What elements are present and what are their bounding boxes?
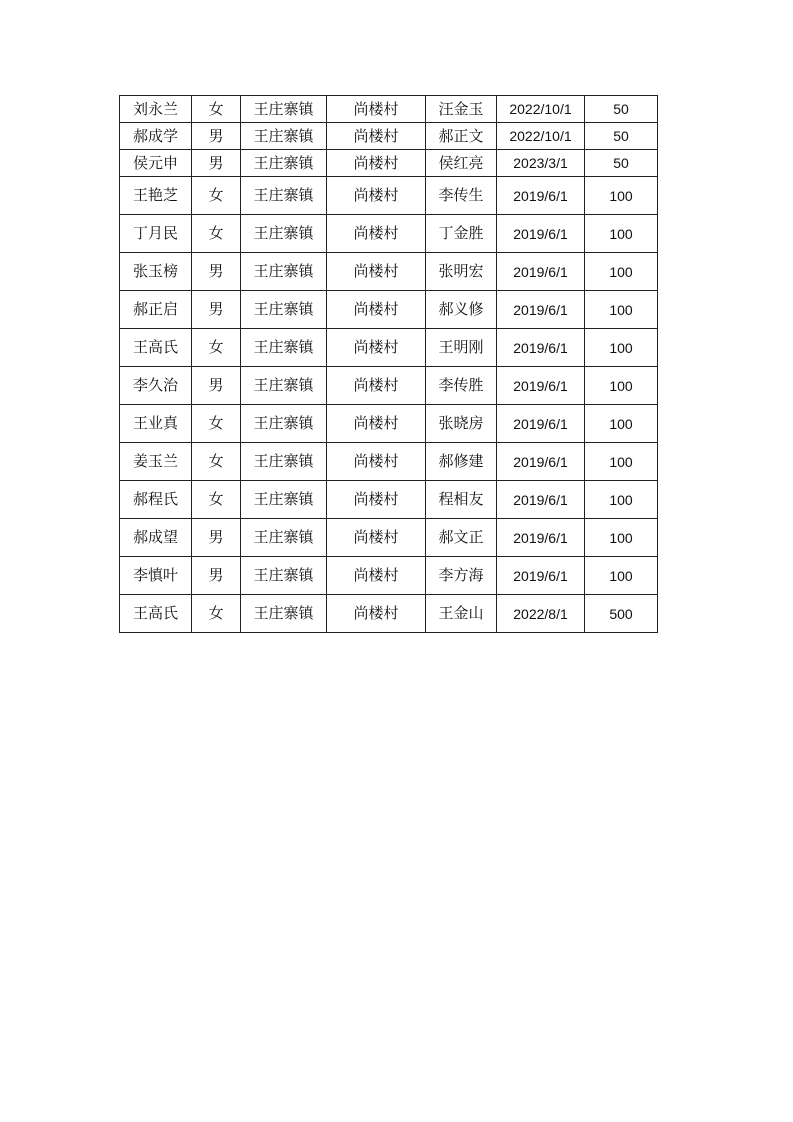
date-cell: 2019/6/1 xyxy=(497,367,585,405)
village-cell: 尚楼村 xyxy=(327,443,426,481)
date-cell: 2019/6/1 xyxy=(497,329,585,367)
name-cell: 王高氏 xyxy=(120,329,192,367)
payee-cell: 郝文正 xyxy=(426,519,497,557)
town-cell: 王庄寨镇 xyxy=(241,329,327,367)
gender-cell: 女 xyxy=(192,96,241,123)
date-cell: 2022/10/1 xyxy=(497,96,585,123)
amount-cell: 50 xyxy=(585,123,658,150)
name-cell: 张玉榜 xyxy=(120,253,192,291)
village-cell: 尚楼村 xyxy=(327,96,426,123)
payee-cell: 李方海 xyxy=(426,557,497,595)
gender-cell: 女 xyxy=(192,329,241,367)
payee-cell: 张晓房 xyxy=(426,405,497,443)
date-cell: 2022/10/1 xyxy=(497,123,585,150)
payee-cell: 李传胜 xyxy=(426,367,497,405)
date-cell: 2019/6/1 xyxy=(497,557,585,595)
amount-cell: 50 xyxy=(585,150,658,177)
payee-cell: 侯红亮 xyxy=(426,150,497,177)
town-cell: 王庄寨镇 xyxy=(241,367,327,405)
amount-cell: 50 xyxy=(585,96,658,123)
payee-cell: 丁金胜 xyxy=(426,215,497,253)
payee-cell: 郝正文 xyxy=(426,123,497,150)
table-row xyxy=(120,481,658,519)
gender-cell: 男 xyxy=(192,291,241,329)
town-cell: 王庄寨镇 xyxy=(241,443,327,481)
amount-cell: 100 xyxy=(585,405,658,443)
gender-cell: 女 xyxy=(192,595,241,633)
town-cell: 王庄寨镇 xyxy=(241,253,327,291)
name-cell: 李久治 xyxy=(120,367,192,405)
payee-cell: 李传生 xyxy=(426,177,497,215)
date-cell: 2022/8/1 xyxy=(497,595,585,633)
village-cell: 尚楼村 xyxy=(327,123,426,150)
gender-cell: 男 xyxy=(192,557,241,595)
village-cell: 尚楼村 xyxy=(327,150,426,177)
village-cell: 尚楼村 xyxy=(327,367,426,405)
name-cell: 王业真 xyxy=(120,405,192,443)
gender-cell: 女 xyxy=(192,405,241,443)
payee-cell: 程相友 xyxy=(426,481,497,519)
village-cell: 尚楼村 xyxy=(327,177,426,215)
name-cell: 郝成望 xyxy=(120,519,192,557)
date-cell: 2019/6/1 xyxy=(497,443,585,481)
table-row xyxy=(120,215,658,253)
amount-cell: 100 xyxy=(585,291,658,329)
gender-cell: 女 xyxy=(192,443,241,481)
village-cell: 尚楼村 xyxy=(327,215,426,253)
amount-cell: 100 xyxy=(585,329,658,367)
amount-cell: 100 xyxy=(585,367,658,405)
gender-cell: 男 xyxy=(192,519,241,557)
name-cell: 李慎叶 xyxy=(120,557,192,595)
payee-cell: 郝义修 xyxy=(426,291,497,329)
amount-cell: 100 xyxy=(585,177,658,215)
amount-cell: 500 xyxy=(585,595,658,633)
gender-cell: 女 xyxy=(192,215,241,253)
village-cell: 尚楼村 xyxy=(327,519,426,557)
gender-cell: 男 xyxy=(192,123,241,150)
table-row xyxy=(120,253,658,291)
name-cell: 郝正启 xyxy=(120,291,192,329)
town-cell: 王庄寨镇 xyxy=(241,177,327,215)
date-cell: 2019/6/1 xyxy=(497,405,585,443)
town-cell: 王庄寨镇 xyxy=(241,519,327,557)
table-row xyxy=(120,96,658,123)
name-cell: 郝成学 xyxy=(120,123,192,150)
village-cell: 尚楼村 xyxy=(327,595,426,633)
amount-cell: 100 xyxy=(585,215,658,253)
table-row xyxy=(120,291,658,329)
town-cell: 王庄寨镇 xyxy=(241,557,327,595)
gender-cell: 女 xyxy=(192,177,241,215)
amount-cell: 100 xyxy=(585,519,658,557)
date-cell: 2019/6/1 xyxy=(497,481,585,519)
town-cell: 王庄寨镇 xyxy=(241,150,327,177)
table-row xyxy=(120,595,658,633)
town-cell: 王庄寨镇 xyxy=(241,405,327,443)
amount-cell: 100 xyxy=(585,557,658,595)
date-cell: 2019/6/1 xyxy=(497,291,585,329)
gender-cell: 男 xyxy=(192,253,241,291)
payee-cell: 张明宏 xyxy=(426,253,497,291)
village-cell: 尚楼村 xyxy=(327,405,426,443)
roster-table xyxy=(119,95,658,633)
date-cell: 2019/6/1 xyxy=(497,253,585,291)
gender-cell: 男 xyxy=(192,150,241,177)
date-cell: 2019/6/1 xyxy=(497,519,585,557)
table-row xyxy=(120,443,658,481)
town-cell: 王庄寨镇 xyxy=(241,481,327,519)
name-cell: 郝程氏 xyxy=(120,481,192,519)
name-cell: 王艳芝 xyxy=(120,177,192,215)
name-cell: 姜玉兰 xyxy=(120,443,192,481)
village-cell: 尚楼村 xyxy=(327,291,426,329)
payee-cell: 王金山 xyxy=(426,595,497,633)
village-cell: 尚楼村 xyxy=(327,253,426,291)
gender-cell: 女 xyxy=(192,481,241,519)
table-row xyxy=(120,123,658,150)
table-row xyxy=(120,557,658,595)
table-row xyxy=(120,177,658,215)
amount-cell: 100 xyxy=(585,253,658,291)
table-row xyxy=(120,329,658,367)
name-cell: 侯元申 xyxy=(120,150,192,177)
payee-cell: 郝修建 xyxy=(426,443,497,481)
town-cell: 王庄寨镇 xyxy=(241,215,327,253)
name-cell: 王高氏 xyxy=(120,595,192,633)
table-row xyxy=(120,519,658,557)
name-cell: 丁月民 xyxy=(120,215,192,253)
amount-cell: 100 xyxy=(585,481,658,519)
gender-cell: 男 xyxy=(192,367,241,405)
date-cell: 2019/6/1 xyxy=(497,177,585,215)
town-cell: 王庄寨镇 xyxy=(241,291,327,329)
village-cell: 尚楼村 xyxy=(327,557,426,595)
town-cell: 王庄寨镇 xyxy=(241,595,327,633)
payee-cell: 王明刚 xyxy=(426,329,497,367)
table-row xyxy=(120,367,658,405)
table-row xyxy=(120,405,658,443)
village-cell: 尚楼村 xyxy=(327,481,426,519)
town-cell: 王庄寨镇 xyxy=(241,96,327,123)
town-cell: 王庄寨镇 xyxy=(241,123,327,150)
amount-cell: 100 xyxy=(585,443,658,481)
roster-table-body xyxy=(120,96,658,633)
name-cell: 刘永兰 xyxy=(120,96,192,123)
date-cell: 2019/6/1 xyxy=(497,215,585,253)
payee-cell: 汪金玉 xyxy=(426,96,497,123)
table-row xyxy=(120,150,658,177)
village-cell: 尚楼村 xyxy=(327,329,426,367)
date-cell: 2023/3/1 xyxy=(497,150,585,177)
